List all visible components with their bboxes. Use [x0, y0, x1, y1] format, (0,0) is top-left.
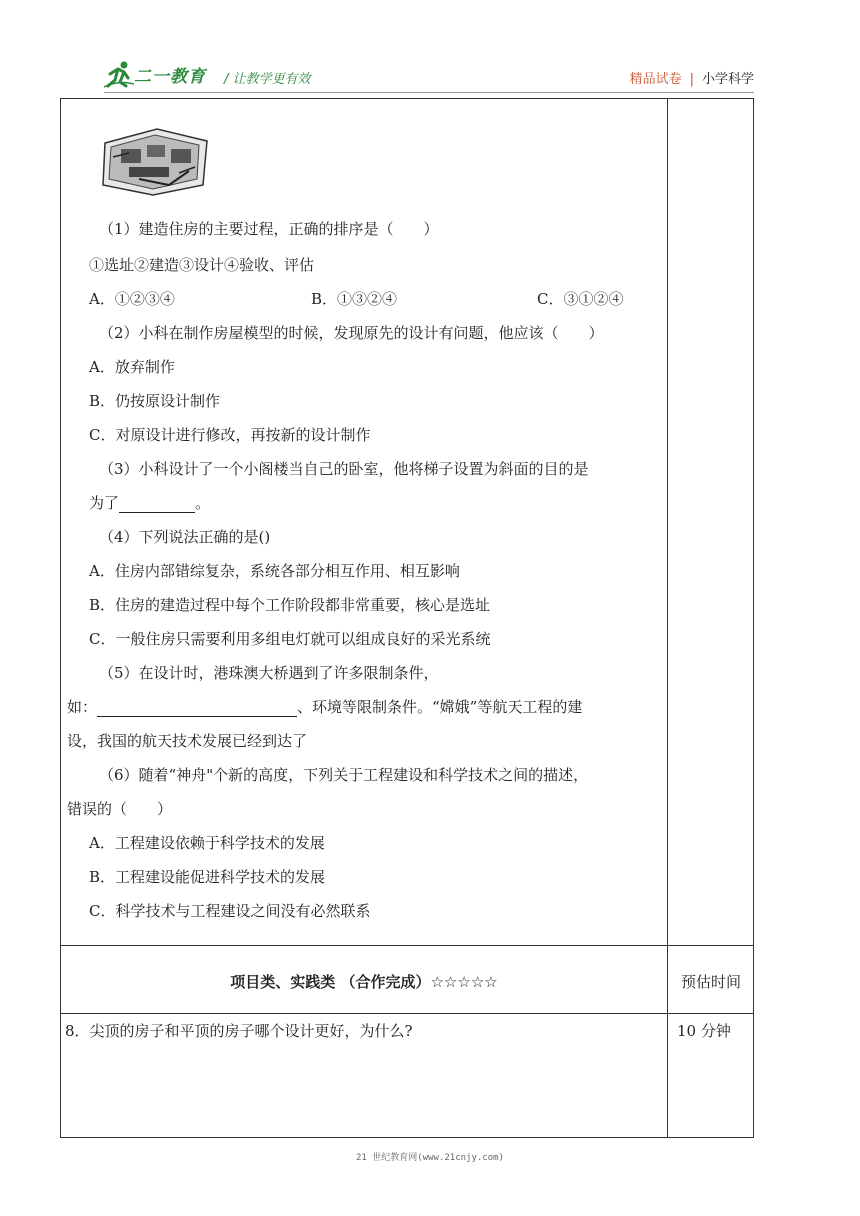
q6-option-a: A．工程建设依赖于科学技术的发展	[89, 834, 325, 852]
q8-question: 8．尖顶的房子和平顶的房子哪个设计更好，为什么?	[65, 1022, 413, 1040]
q1-options	[89, 289, 623, 309]
logo	[104, 60, 219, 88]
q5-answer-blank[interactable]	[97, 700, 297, 717]
subject-label: 小学科学	[701, 72, 754, 87]
q1-stem: （1）建造住房的主要过程，正确的排序是（ ）	[99, 220, 439, 238]
q6-option-c: C．科学技术与工程建设之间没有必然联系	[89, 902, 371, 920]
q5-line3: 设，我国的航天技术发展已经到达了	[67, 732, 308, 750]
q4-option-c: C．一般住房只需要利用多组电灯就可以组成良好的采光系统	[89, 630, 491, 648]
worksheet-table	[60, 98, 754, 1138]
q5-prefix: 如：	[67, 698, 98, 716]
time-column-header: 预估时间	[680, 973, 741, 991]
q4-option-b: B．住房的建造过程中每个工作阶段都非常重要，核心是选址	[89, 596, 491, 614]
q5-stem: （5）在设计时，港珠澳大桥遇到了许多限制条件，	[99, 664, 439, 682]
q2-stem: （2）小科在制作房屋模型的时候，发现原先的设计有问题，他应该（ ）	[99, 324, 604, 342]
q2-option-c: C．对原设计进行修改，再按新的设计制作	[89, 426, 371, 444]
header-separator: |	[689, 72, 694, 87]
page-header	[104, 56, 754, 96]
section-title: 项目类、实践类 （合作完成）☆☆☆☆☆	[230, 973, 498, 991]
q6-line2: 错误的（ ）	[67, 800, 173, 818]
q1-option-c: C．③①②④	[537, 290, 624, 308]
q4-option-a: A．住房内部错综复杂，系统各部分相互作用、相互影响	[89, 562, 460, 580]
q6-option-b: B．工程建设能促进科学技术的发展	[89, 868, 326, 886]
logo-text: 二一教育	[134, 67, 206, 87]
slogan: / 让教学更有效	[224, 72, 311, 87]
q3-stem: （3）小科设计了一个小阁楼当自己的卧室，他将梯子设置为斜面的目的是	[99, 460, 589, 478]
row-divider	[61, 1013, 753, 1014]
page-footer: 21 世纪教育网(www.21cnjy.com)	[356, 1153, 504, 1163]
q3-prefix: 为了	[89, 494, 120, 512]
q1-option-b: B．①③②④	[311, 290, 398, 308]
q2-option-b: B．仍按原设计制作	[89, 392, 221, 410]
header-rule	[104, 92, 754, 93]
house-model-image	[99, 127, 211, 197]
header-right	[630, 68, 754, 87]
row-divider	[61, 945, 753, 946]
exam-type-label: 精品试卷	[629, 72, 682, 87]
runner-logo-icon	[104, 60, 134, 88]
q4-stem: （4）下列说法正确的是()	[99, 528, 271, 546]
q8-time: 10 分钟	[677, 1022, 731, 1040]
q3-suffix: 。	[195, 494, 211, 512]
q5-suffix: 、环境等限制条件。“嫦娥”等航天工程的建	[297, 698, 583, 716]
q3-answer-blank[interactable]	[119, 496, 195, 513]
q3-line2	[89, 493, 210, 513]
q1-items: ①选址②建造③设计④验收、评估	[89, 256, 315, 274]
q1-option-a: A．①②③④	[89, 290, 175, 308]
q6-stem: （6）随着“神舟"个新的高度，下列关于工程建设和科学技术之间的描述，	[99, 766, 589, 784]
q5-line2	[67, 697, 582, 717]
q2-option-a: A．放弃制作	[89, 358, 175, 376]
